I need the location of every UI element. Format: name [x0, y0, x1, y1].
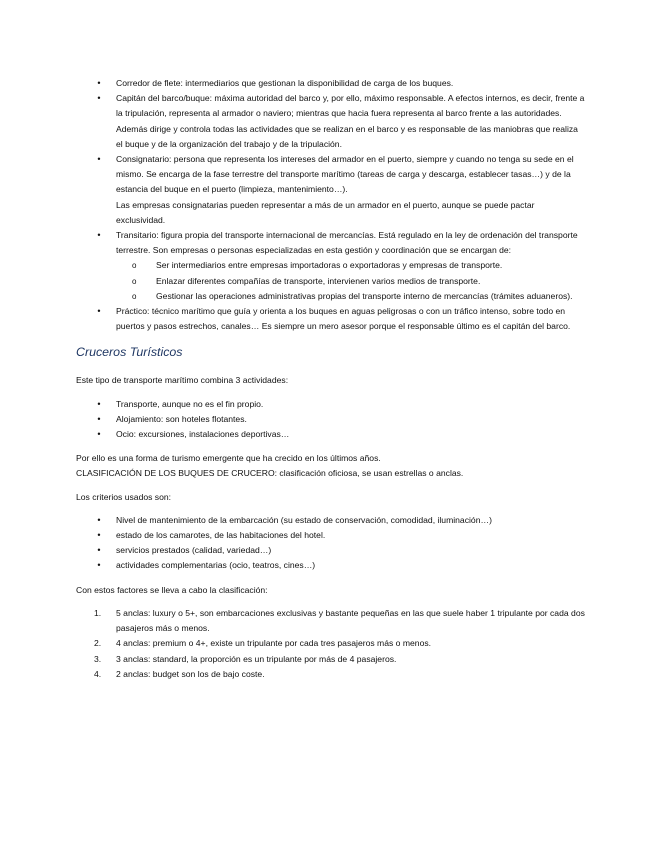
- list-item: [76, 76, 586, 91]
- list-item: [76, 304, 586, 334]
- document-content: [76, 76, 586, 682]
- paragraph: Por ello es una forma de turismo emergente que ha crecido en los últimos años.: [76, 453, 381, 464]
- bullet-icon: •: [97, 230, 101, 241]
- item-number: 4.: [94, 668, 102, 679]
- bullet-icon: •: [97, 306, 101, 317]
- list-item: [76, 412, 586, 427]
- numbered-item: [76, 606, 586, 636]
- item-number: 1.: [94, 607, 102, 618]
- bullet-icon: •: [97, 560, 101, 571]
- sub-list-item: [76, 289, 586, 304]
- list-item-text: Consignatario: persona que representa los intereses del armador en el puerto, siempre y cuando no tenga su sede en el mismo. Se encarga de la fase terrestre del transporte marítimo (tareas de carga y descarga, establecer tasas…) y de la estancia del buque en el puerto (limpieza, mantenimiento…).: [116, 154, 574, 195]
- numbered-item-text: 2 anclas: budget son los de bajo coste.: [116, 668, 265, 679]
- bullet-icon: •: [97, 78, 101, 88]
- numbered-item-text: 4 anclas: premium o 4+, existe un tripulante por cada tres pasajeros más o menos.: [116, 638, 432, 649]
- list-item: [76, 91, 586, 152]
- criteria-intro: Los criterios usados son:: [76, 491, 172, 502]
- list-item-text: Transitario: figura propia del transporte internacional de mercancías. Está regulado en la ley de ordenación del transporte terrestre. Son empresas o personas especializadas en esta gestión y coordinación que se encargan de:: [116, 230, 578, 256]
- item-number: 3.: [94, 653, 102, 664]
- list-item-text: Transporte, aunque no es el fin propio.: [116, 398, 264, 409]
- list-item-text: estado de los camarotes, de las habitaciones del hotel.: [116, 530, 326, 541]
- classes-list: [76, 606, 586, 682]
- intro-paragraph: Este tipo de transporte marítimo combina 3 actividades:: [76, 375, 289, 386]
- sub-bullet-icon: o: [132, 261, 137, 271]
- bullet-icon: •: [97, 413, 101, 424]
- list-item: [76, 397, 586, 412]
- criteria-list: [76, 513, 586, 574]
- bullet-icon: •: [97, 530, 101, 541]
- numbered-item: [76, 636, 586, 651]
- list-item-text: actividades complementarias (ocio, teatros, cines…): [116, 560, 316, 571]
- sub-list-item-text: Gestionar las operaciones administrativas propias del transporte interno de mercancías (trámites aduaneros).: [156, 290, 573, 301]
- list-item-text: Ocio: excursiones, instalaciones deportivas…: [116, 429, 290, 440]
- bullet-icon: •: [97, 154, 101, 165]
- list-item-text: Corredor de flete: intermediarios que gestionan la disponibilidad de carga de los buques.: [116, 78, 454, 88]
- classification-paragraph: CLASIFICACIÓN DE LOS BUQUES DE CRUCERO: clasificación oficiosa, se usan estrellas o anclas.: [76, 468, 464, 479]
- roles-list: [76, 76, 586, 334]
- sub-list-item: [76, 258, 586, 273]
- activities-list: [76, 397, 586, 443]
- numbered-item-text: 3 anclas: standard, la proporción es un tripulante por más de 4 pasajeros.: [116, 653, 397, 664]
- item-number: 2.: [94, 638, 102, 649]
- list-item-text: Práctico: técnico marítimo que guía y orienta a los buques en aguas peligrosas o con un tráfico intenso, sobre todo en puertos y pasos estrechos, canales… Es siempre un mero asesor porque el responsable último es el capitán del barco.: [116, 306, 571, 332]
- bullet-icon: •: [97, 93, 101, 104]
- list-item: [76, 427, 586, 442]
- list-item: [76, 513, 586, 528]
- list-item: [76, 152, 586, 228]
- sub-bullet-icon: o: [132, 276, 137, 286]
- sub-list-item-text: Ser intermediarios entre empresas importadoras o exportadoras y empresas de transporte.: [156, 260, 503, 271]
- bullet-icon: •: [97, 398, 101, 409]
- section-heading: Cruceros Turísticos: [76, 345, 183, 360]
- sub-list-item: [76, 274, 586, 289]
- numbered-item: [76, 652, 586, 667]
- bullet-icon: •: [97, 429, 101, 440]
- bullet-icon: •: [97, 545, 101, 556]
- sub-bullet-icon: o: [132, 291, 137, 301]
- list-item-extra-text: Las empresas consignatarias pueden representar a más de un armador en el puerto, aunque se puede pactar exclusividad.: [116, 199, 535, 225]
- factors-intro: Con estos factores se lleva a cabo la clasificación:: [76, 584, 268, 595]
- list-item: [76, 528, 586, 543]
- numbered-item: [76, 667, 586, 682]
- list-item-text: Capitán del barco/buque: máxima autoridad del barco y, por ello, máximo responsable. A efectos internos, es decir, frente a la tripulación, representa al armador o naviero; mientras que hacia fuera representa al barco frente a las autoridades. Además dirige y controla todas las actividades que se realizan en el barco y es responsable de las maniobras que realiza el buque y de la organización del trabajo y de la tripulación.: [116, 93, 585, 149]
- list-item: [76, 543, 586, 558]
- list-item-text: Alojamiento: son hoteles flotantes.: [116, 413, 247, 424]
- list-item-text: Nivel de mantenimiento de la embarcación (su estado de conservación, comodidad, iluminación…): [116, 514, 492, 525]
- sub-list-item-text: Enlazar diferentes compañías de transporte, intervienen varios medios de transporte.: [156, 275, 481, 286]
- bullet-icon: •: [97, 514, 101, 525]
- list-item: [76, 228, 586, 258]
- list-item: [76, 558, 586, 573]
- numbered-item-text: 5 anclas: luxury o 5+, son embarcaciones exclusivas y bastante pequeñas en las que suele haber 1 tripulante por cada dos pasajeros más o menos.: [116, 607, 585, 634]
- list-item-text: servicios prestados (calidad, variedad…): [116, 545, 272, 556]
